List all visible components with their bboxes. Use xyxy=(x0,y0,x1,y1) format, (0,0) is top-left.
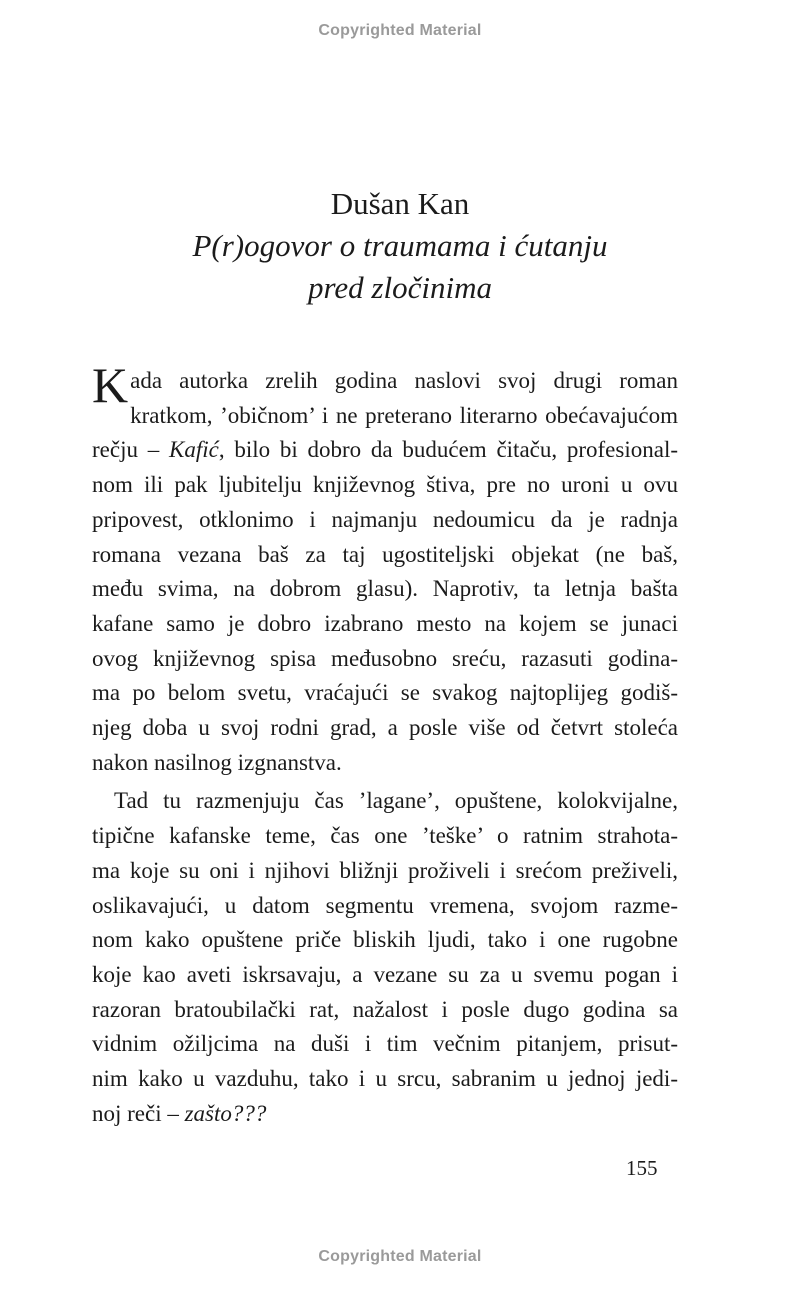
text-line: koje kao aveti iskrsavaju, a vezane su za u svemu pogan i xyxy=(92,961,678,987)
text-line: razoran bratoubilački rat, nažalost i posle dugo godina sa xyxy=(92,996,678,1022)
text-line: romana vezana baš za taj ugostiteljski objekat (ne baš, xyxy=(92,541,678,567)
text-line: vidnim ožiljcima na duši i tim večnim pitanjem, prisut- xyxy=(92,1031,678,1057)
text-line: oslikavajući, u datom segmentu vremena, svojom razme- xyxy=(92,892,678,918)
text-line: ma po belom svetu, vraćajući se svakog najtoplijeg godiš- xyxy=(92,680,678,706)
body-text xyxy=(92,357,678,1131)
paragraph-2 xyxy=(92,784,678,1131)
text-line: kratkom, ’običnom’ i ne preterano literarno obećavajućom xyxy=(130,402,678,428)
copyright-watermark-bottom: Copyrighted Material xyxy=(318,1248,482,1265)
text-run: rečju – xyxy=(92,437,169,463)
text-line: kafane samo je dobro izabrano mesto na kojem se junaci xyxy=(92,610,678,636)
book-title-italic: Kafić xyxy=(168,437,219,463)
text-run: , bilo bi dobro da budućem čitaču, profesional- xyxy=(218,437,678,463)
paragraph-1 xyxy=(92,357,678,780)
text-line: ovog književnog spisa međusobno sreću, razasuti godina- xyxy=(92,645,678,671)
text-line: ada autorka zrelih godina naslovi svoj drugi roman xyxy=(130,368,678,393)
text-run: noj reči – xyxy=(92,1100,185,1126)
drop-cap: K xyxy=(92,357,129,413)
chapter-title-line-2: pred zločinima xyxy=(308,270,492,305)
text-line xyxy=(92,1097,678,1132)
copyright-watermark-top: Copyrighted Material xyxy=(318,22,482,39)
text-line: pripovest, otklonimo i najmanju nedoumicu da je radnja xyxy=(92,506,678,532)
text-line: tipične kafanske teme, čas one ’teške’ o ratnim strahota- xyxy=(92,823,678,849)
text-line: nakon nasilnog izgnanstva. xyxy=(92,749,342,775)
text-line: nom kako opuštene priče bliskih ljudi, tako i one rugobne xyxy=(92,927,678,953)
page-number: 155 xyxy=(626,1156,658,1180)
chapter-heading xyxy=(0,183,800,309)
closing-question-italic: zašto??? xyxy=(184,1100,267,1126)
text-line xyxy=(92,433,678,468)
author-name: Dušan Kan xyxy=(330,186,470,221)
text-line: nim kako u vazduhu, tako i u srcu, sabranim u jednoj jedi- xyxy=(92,1066,678,1092)
text-line: njeg doba u svoj rodni grad, a posle više od četvrt stoleća xyxy=(92,715,678,741)
text-line: Tad tu razmenjuju čas ’lagane’, opuštene, kolokvijalne, xyxy=(114,788,678,814)
text-line: ma koje su oni i njihovi bližnji proživeli i srećom preživeli, xyxy=(92,857,678,883)
text-line: nom ili pak ljubitelju književnog štiva, pre no uroni u ovu xyxy=(92,472,678,498)
text-line: među svima, na dobrom glasu). Naprotiv, ta letnja bašta xyxy=(92,576,678,602)
chapter-title-line-1: P(r)ogovor o traumama i ćutanju xyxy=(192,228,608,263)
